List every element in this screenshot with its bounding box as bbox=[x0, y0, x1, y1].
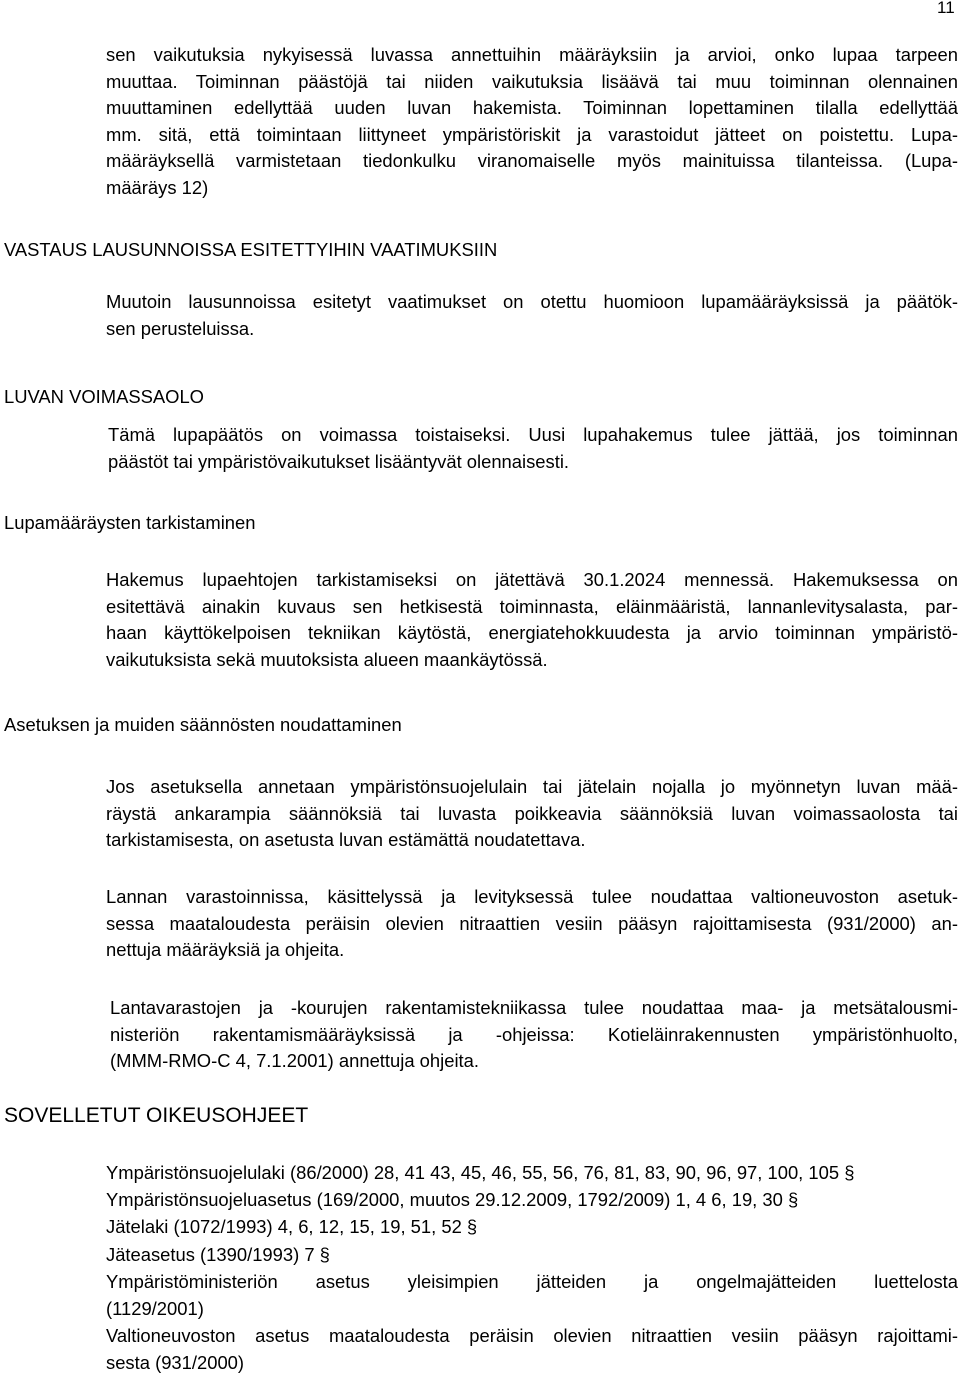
asetuksen-paragraph-1 bbox=[106, 774, 958, 854]
asetuksen-line: räystä ankarampia säännöksiä tai luvasta poikkeavia säännöksiä luvan voimassaolosta tai bbox=[106, 802, 958, 824]
asetuksen-line: Lannan varastoinnissa, käsittelyssä ja levityksessä tulee noudattaa valtioneuvoston asetuk- bbox=[106, 886, 958, 907]
vastaus-line: sen perusteluissa. bbox=[106, 317, 255, 339]
law-item: Valtioneuvoston asetus maataloudesta peräisin olevien nitraattien vesiin pääsyn rajoittami- bbox=[106, 1325, 958, 1347]
asetuksen-line: Jos asetuksella annetaan ympäristönsuojelulain tai jätelain nojalla jo myönnetyn luvan mää- bbox=[106, 776, 958, 797]
intro-line: määräyksellä varmistetaan tiedonkulku viranomaiselle myös mainituissa tilanteissa. (Lupa- bbox=[106, 150, 958, 171]
intro-paragraph bbox=[106, 42, 958, 201]
intro-line: muuttaa. Toiminnan päästöjä tai niiden vaikutuksia lisäävä tai muu toiminnan olennainen bbox=[106, 70, 958, 92]
asetuksen-line: Lantavarastojen ja -kourujen rakentamistekniikassa tulee noudattaa maa- ja metsätalousmi- bbox=[110, 997, 958, 1018]
intro-line: sen vaikutuksia nykyisessä luvassa annettuihin määräyksiin ja arvioi, onko lupaa tarpeen bbox=[106, 44, 958, 65]
law-item: Ympäristöministeriön asetus yleisimpien jätteiden ja ongelmajätteiden luettelosta bbox=[106, 1270, 958, 1292]
asetuksen-line: sessa maataloudesta peräisin olevien nitraattien vesiin pääsyn rajoittamisesta (931/2000) an- bbox=[106, 912, 958, 934]
tarkistaminen-paragraph bbox=[106, 567, 958, 673]
asetuksen-line: (MMM-RMO-C 4, 7.1.2001) annettuja ohjeita. bbox=[110, 1050, 479, 1071]
page-number: 11 bbox=[937, 0, 955, 17]
law-item: Jätelaki (1072/1993) 4, 6, 12, 15, 19, 51, 52 § bbox=[106, 1216, 478, 1238]
law-item: Ympäristönsuojeluasetus (169/2000, muutos 29.12.2009, 1792/2009) 1, 4 6, 19, 30 § bbox=[106, 1189, 799, 1211]
heading-voimassaolo: LUVAN VOIMASSAOLO bbox=[4, 386, 204, 407]
heading-asetuksen: Asetuksen ja muiden säännösten noudattaminen bbox=[4, 714, 402, 735]
asetuksen-line: nettuja määräyksiä ja ohjeita. bbox=[106, 939, 345, 960]
asetuksen-line: tarkistamisesta, on asetusta luvan estämättä noudatettava. bbox=[106, 829, 586, 850]
heading-tarkistaminen: Lupamääräysten tarkistaminen bbox=[4, 512, 256, 533]
asetuksen-line: nisteriön rakentamismääräyksissä ja -ohjeissa: Kotieläinrakennusten ympäristönhuolto, bbox=[110, 1023, 958, 1045]
intro-line: muuttaminen edellyttää uuden luvan hakemista. Toiminnan lopettaminen tilalla edellyttää bbox=[106, 97, 958, 118]
asetuksen-paragraph-3 bbox=[110, 995, 958, 1075]
law-item: sesta (931/2000) bbox=[106, 1352, 245, 1374]
vastaus-line: Muutoin lausunnoissa esitetyt vaatimukset on otettu huomioon lupamääräyksissä ja päätök- bbox=[106, 291, 958, 312]
voimassaolo-line: päästöt tai ympäristövaikutukset lisääntyvät olennaisesti. bbox=[108, 450, 570, 472]
law-item: (1129/2001) bbox=[106, 1298, 204, 1320]
vastaus-paragraph bbox=[106, 289, 958, 342]
law-list bbox=[106, 1159, 958, 1377]
law-item: Ympäristönsuojelulaki (86/2000) 28, 41 43, 45, 46, 55, 56, 76, 81, 83, 90, 96, 97, 100, 105 § bbox=[106, 1162, 855, 1183]
voimassaolo-paragraph bbox=[108, 422, 958, 475]
intro-line: mm. sitä, että toimintaan liittyneet ympäristöriskit ja varastoidut jätteet on poistettu. Lupa- bbox=[106, 123, 958, 145]
intro-line: määräys 12) bbox=[106, 176, 209, 198]
tarkistaminen-line: haan käyttökelpoisen tekniikan käytöstä, energiatehokkuudesta ja arvio toiminnan ympäristö- bbox=[106, 622, 958, 643]
voimassaolo-line: Tämä lupapäätös on voimassa toistaiseksi. Uusi lupahakemus tulee jättää, jos toiminnan bbox=[108, 424, 958, 445]
asetuksen-paragraph-2 bbox=[106, 884, 958, 964]
heading-vastaus: VASTAUS LAUSUNNOISSA ESITETTYIHIN VAATIMUKSIIN bbox=[4, 239, 498, 260]
tarkistaminen-line: esitettävä ainakin kuvaus sen hetkisestä toiminnasta, eläinmääristä, lannanlevitysalasta, par- bbox=[106, 595, 958, 617]
law-item: Jäteasetus (1390/1993) 7 § bbox=[106, 1243, 330, 1265]
tarkistaminen-line: Hakemus lupaehtojen tarkistamiseksi on jätettävä 30.1.2024 mennessä. Hakemuksessa on bbox=[106, 569, 958, 590]
tarkistaminen-line: vaikutuksista sekä muutoksista alueen maankäytössä. bbox=[106, 648, 548, 670]
heading-sovelletut: SOVELLETUT OIKEUSOHJEET bbox=[4, 1104, 309, 1127]
